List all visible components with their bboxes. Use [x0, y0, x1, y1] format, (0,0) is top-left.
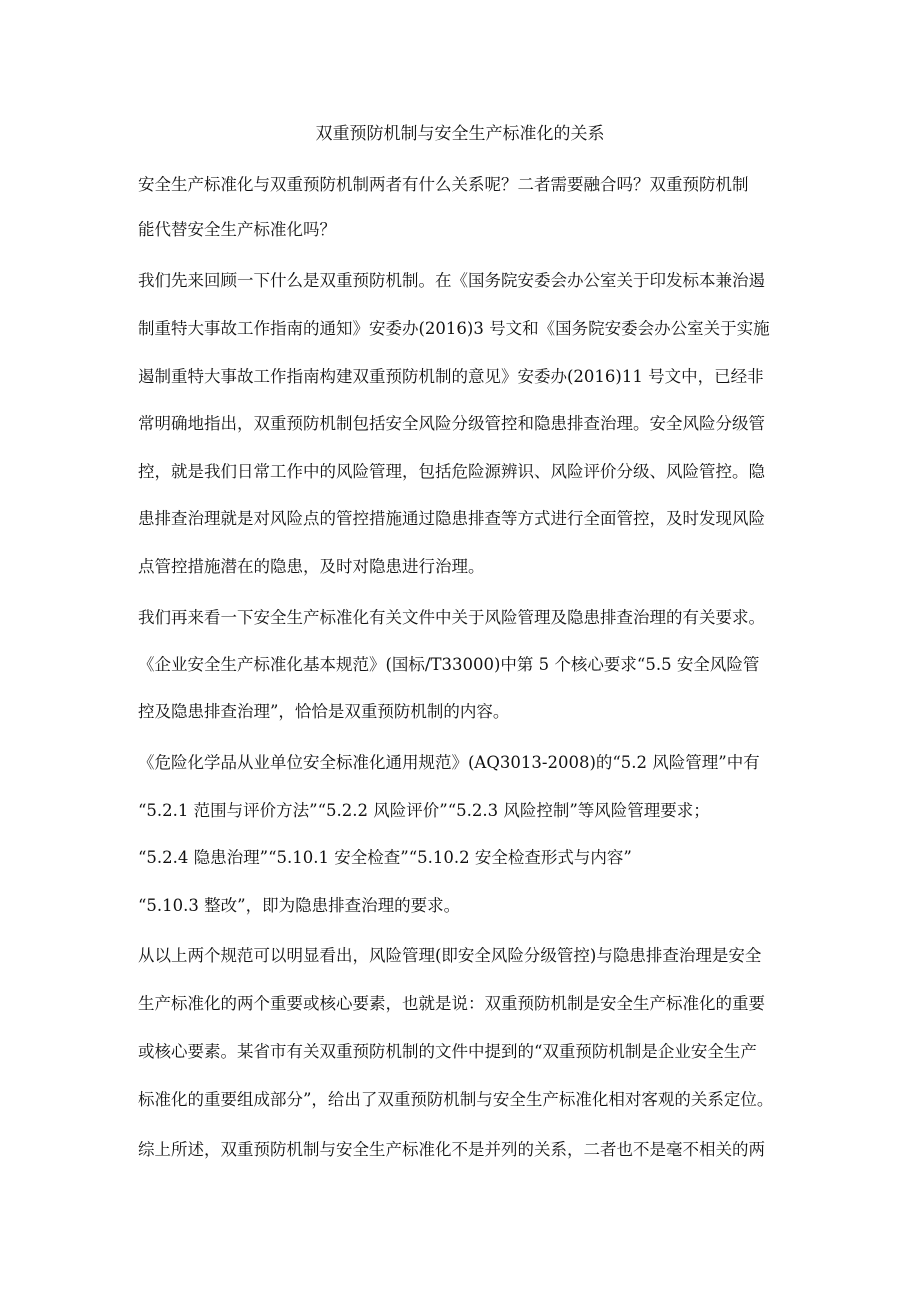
body-line: “5.2.1 范围与评价方法”“5.2.2 风险评价”“5.2.3 风险控制”等风险管理要求；	[138, 801, 710, 820]
body-line: 安全生产标准化与双重预防机制两者有什么关系呢？二者需要融合吗？双重预防机制	[138, 175, 749, 194]
body-line: 患排查治理就是对风险点的管控措施通过隐患排查等方式进行全面管控，及时发现风险	[138, 509, 765, 528]
body-line: 控及隐患排查治理”，恰恰是双重预防机制的内容。	[138, 702, 510, 721]
body-line: 我们先来回顾一下什么是双重预防机制。在《国务院安委会办公室关于印发标本兼治遏	[138, 271, 765, 290]
body-line: “5.2.4 隐患治理”“5.10.1 安全检查”“5.10.2 安全检查形式与内容”	[138, 848, 632, 867]
body-line: 《企业安全生产标准化基本规范》(国标/T33000)中第 5 个核心要求“5.5 安全风险管	[138, 655, 760, 674]
body-line: 点管控措施潜在的隐患，及时对隐患进行治理。	[138, 557, 485, 576]
body-line: 综上所述，双重预防机制与安全生产标准化不是并列的关系，二者也不是毫不相关的两	[138, 1140, 765, 1159]
body-line: 《危险化学品从业单位安全标准化通用规范》(AQ3013-2008)的“5.2 风险管理”中有	[138, 753, 760, 772]
body-line: 从以上两个规范可以明显看出，风险管理(即安全风险分级管控)与隐患排查治理是安全	[138, 946, 762, 965]
body-line: 能代替安全生产标准化吗？	[138, 220, 336, 239]
body-line: “5.10.3 整改”，即为隐患排查治理的要求。	[138, 896, 461, 915]
body-line: 常明确地指出，双重预防机制包括安全风险分级管控和隐患排查治理。安全风险分级管	[138, 414, 765, 433]
body-line: 我们再来看一下安全生产标准化有关文件中关于风险管理及隐患排查治理的有关要求。	[138, 608, 765, 627]
body-line: 遏制重特大事故工作指南构建双重预防机制的意见》安委办(2016)11 号文中，已经非	[138, 367, 764, 386]
body-line: 或核心要素。某省市有关双重预防机制的文件中提到的“双重预防机制是企业安全生产	[138, 1042, 757, 1061]
body-line: 控，就是我们日常工作中的风险管理，包括危险源辨识、风险评价分级、风险管控。隐	[138, 462, 765, 481]
body-line: 制重特大事故工作指南的通知》安委办(2016)3 号文和《国务院安委会办公室关于实施	[138, 319, 770, 338]
body-line: 生产标准化的两个重要或核心要素，也就是说：双重预防机制是安全生产标准化的重要	[138, 994, 765, 1013]
body-line: 标准化的重要组成部分”，给出了双重预防机制与安全生产标准化相对客观的关系定位。	[138, 1090, 774, 1109]
page-title: 双重预防机制与安全生产标准化的关系	[315, 124, 605, 144]
